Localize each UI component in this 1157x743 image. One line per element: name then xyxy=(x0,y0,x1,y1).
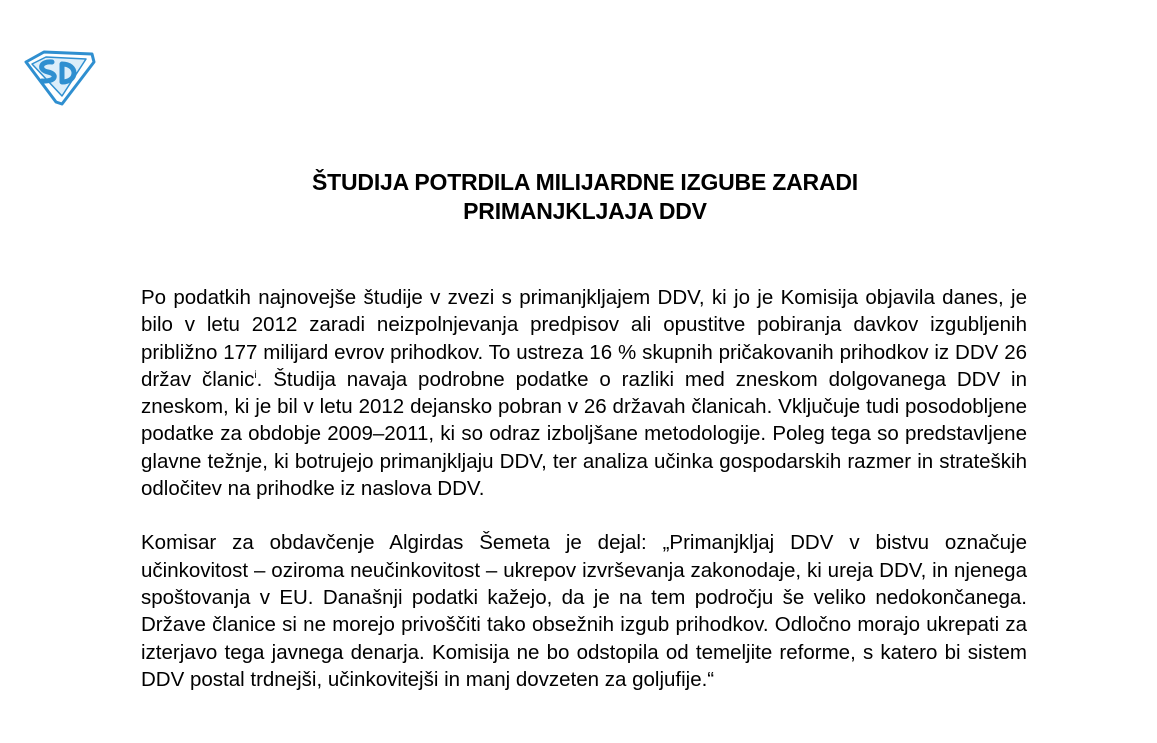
document-title xyxy=(150,168,1020,226)
title-line-1: ŠTUDIJA POTRDILA MILIJARDNE IZGUBE ZARADI xyxy=(312,169,858,195)
paragraph-1-text-b: . Študija navaja podrobne podatke o razliki med zneskom dolgovanega DDV in zneskom, ki je bil v letu 2012 dejansko pobran v 26 državah članicah. Vključuje tudi posodobljene podatke za obdobje 2009–2011, ki so odraz izboljšane metodologije. Poleg tega so predstavljene glavne težnje, ki botrujejo primanjkljaju DDV, ter analiza učinka gospodarskih razmer in strateških odločitev na prihodke iz naslova DDV. xyxy=(141,367,1027,501)
paragraph-1 xyxy=(141,284,1027,502)
document-body xyxy=(141,284,1027,720)
paragraph-1-text-a: Po podatkih najnovejše študije v zvezi s primanjkljajem DDV, ki jo je Komisija objavila danes, je bilo v letu 2012 zaradi neizpolnjevanja predpisov ali opustitve pobiranja davkov izgubljenih približno 177 milijard evrov prihodkov. To ustreza 16 % skupnih pričakovanih prihodkov iz DDV 26 držav članic xyxy=(141,286,1027,391)
sd-logo-icon xyxy=(22,48,96,106)
paragraph-2: Komisar za obdavčenje Algirdas Šemeta je dejal: „Primanjkljaj DDV v bistvu označuje učinkovitost – oziroma neučinkovitost – ukrepov izvrševanja zakonodaje, ki ureja DDV, in njenega spoštovanja v EU. Današnji podatki kažejo, da je na tem področju še veliko nedokončanega. Države članice si ne morejo privoščiti tako obsežnih izgub prihodkov. Odločno morajo ukrepati za izterjavo tega javnega denarja. Komisija ne bo odstopila od temeljite reforme, s katero bi sistem DDV postal trdnejši, učinkovitejši in manj dovzeten za goljufije.“ xyxy=(141,531,1027,691)
title-line-2: PRIMANJKLJAJA DDV xyxy=(463,198,707,224)
footnote-marker[interactable]: i xyxy=(254,370,257,382)
